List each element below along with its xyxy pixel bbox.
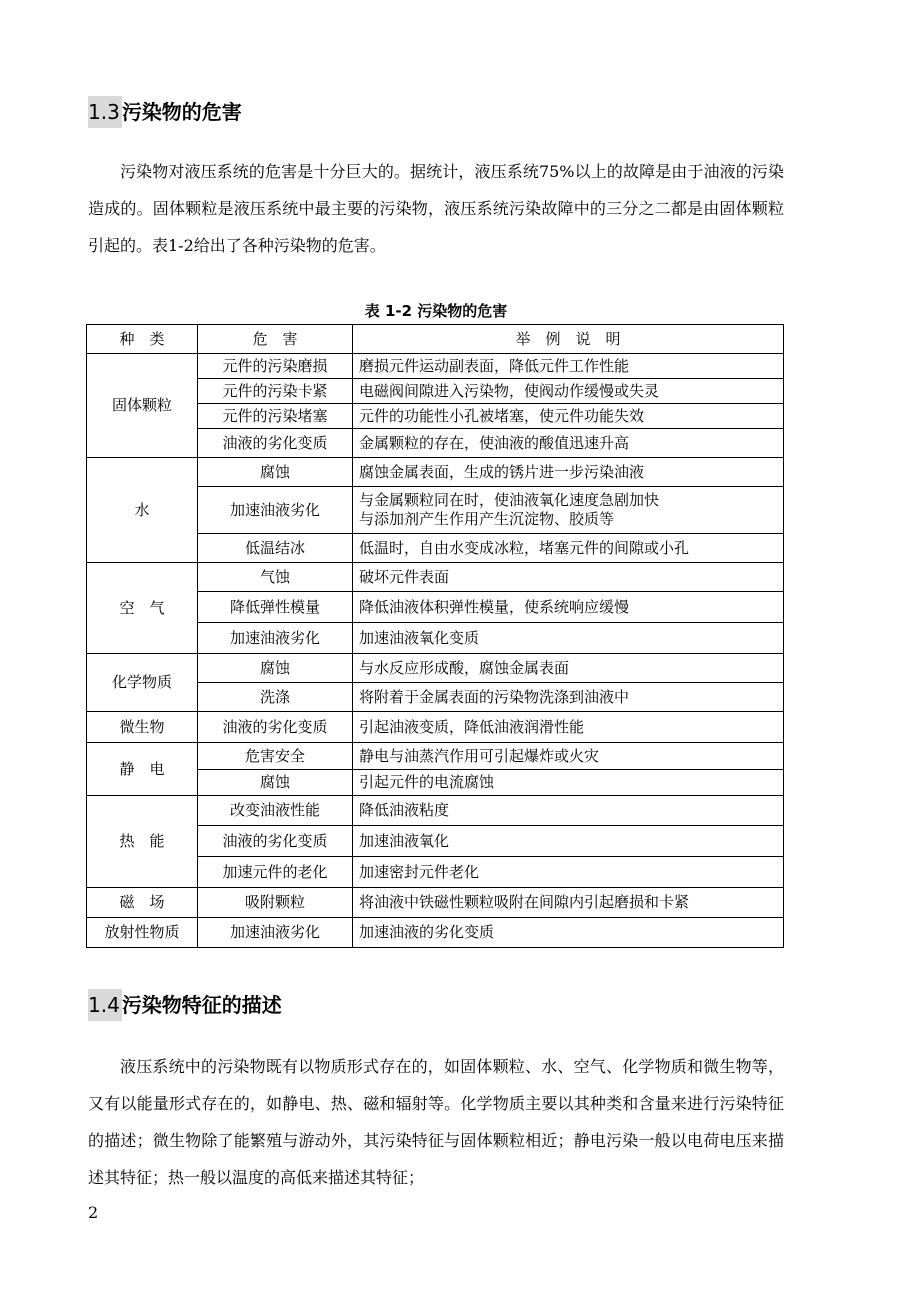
desc-cell: 降低油液粘度: [353, 796, 784, 826]
desc-cell: 磨损元件运动副表面，降低元件工作性能: [353, 354, 784, 379]
table-header-row: [87, 325, 784, 354]
desc-cell: 将附着于金属表面的污染物洗涤到油液中: [353, 683, 784, 712]
harm-cell: 加速油液劣化: [198, 623, 353, 654]
harm-cell: 危害安全: [198, 743, 353, 770]
harm-cell: 气蚀: [198, 563, 353, 592]
harm-cell: 腐蚀: [198, 654, 353, 683]
header-harm: 危 害: [198, 325, 353, 354]
desc-cell: 加速油液氧化变质: [353, 623, 784, 654]
desc-cell: [353, 487, 784, 534]
harm-cell: 油液的劣化变质: [198, 712, 353, 743]
type-cell: 空 气: [87, 563, 198, 654]
desc-cell: 元件的功能性小孔被堵塞，使元件功能失效: [353, 404, 784, 429]
header-desc: 举 例 说 明: [353, 325, 784, 354]
harm-cell: 加速元件的老化: [198, 857, 353, 888]
desc-cell: 电磁阀间隙进入污染物，使阀动作缓慢或失灵: [353, 379, 784, 404]
harm-cell: 吸附颗粒: [198, 888, 353, 918]
harm-cell: 元件的污染卡紧: [198, 379, 353, 404]
harm-cell: 加速油液劣化: [198, 487, 353, 534]
harm-cell: 改变油液性能: [198, 796, 353, 826]
desc-cell: 加速油液的劣化变质: [353, 918, 784, 948]
desc-cell: 静电与油蒸汽作用可引起爆炸或火灾: [353, 743, 784, 770]
desc-cell: 引起元件的电流腐蚀: [353, 770, 784, 796]
table-row: [87, 654, 784, 683]
table-row: [87, 563, 784, 592]
desc-cell: 降低油液体积弹性模量，使系统响应缓慢: [353, 592, 784, 623]
harm-cell: 油液的劣化变质: [198, 826, 353, 857]
harm-cell: 低温结冰: [198, 534, 353, 563]
table-row: [87, 354, 784, 379]
desc-line: 与添加剂产生作用产生沉淀物、胶质等: [359, 510, 615, 528]
harm-cell: 腐蚀: [198, 770, 353, 796]
harm-cell: 元件的污染磨损: [198, 354, 353, 379]
desc-cell: 将油液中铁磁性颗粒吸附在间隙内引起磨损和卡紧: [353, 888, 784, 918]
desc-cell: 金属颗粒的存在，使油液的酸值迅速升高: [353, 429, 784, 458]
desc-cell: 引起油液变质，降低油液润滑性能: [353, 712, 784, 743]
desc-cell: 低温时，自由水变成冰粒，堵塞元件的间隙或小孔: [353, 534, 784, 563]
type-cell: 水: [87, 458, 198, 563]
section-number: 1.3: [88, 96, 122, 128]
table-row: [87, 458, 784, 487]
table-row: [87, 888, 784, 918]
harm-cell: 加速油液劣化: [198, 918, 353, 948]
desc-cell: 加速油液氧化: [353, 826, 784, 857]
desc-cell: 加速密封元件老化: [353, 857, 784, 888]
section-1-4-paragraph: 液压系统中的污染物既有以物质形式存在的，如固体颗粒、水、空气、化学物质和微生物等，又有以能量形式存在的，如静电、热、磁和辐射等。化学物质主要以其种类和含量来进行污染特征的描述；微生物除了能繁殖与游动外，其污染特征与固体颗粒相近；静电污染一般以电荷电压来描述其特征；热一般以温度的高低来描述其特征；: [88, 1057, 784, 1187]
section-heading-1-3: [88, 96, 242, 128]
type-cell: 放射性物质: [87, 918, 198, 948]
desc-cell: 与水反应形成酸，腐蚀金属表面: [353, 654, 784, 683]
section-heading-1-4: [88, 989, 282, 1021]
section-title: 污染物特征的描述: [121, 993, 282, 1017]
header-type: 种 类: [87, 325, 198, 354]
table-row: [87, 712, 784, 743]
type-cell: 化学物质: [87, 654, 198, 712]
desc-cell: 破坏元件表面: [353, 563, 784, 592]
desc-line: 与金属颗粒同在时，使油液氧化速度急剧加快: [359, 491, 660, 509]
harm-cell: 洗涤: [198, 683, 353, 712]
desc-cell: 腐蚀金属表面，生成的锈片进一步污染油液: [353, 458, 784, 487]
section-title: 污染物的危害: [121, 100, 242, 124]
type-cell: 固体颗粒: [87, 354, 198, 458]
table-row: [87, 918, 784, 948]
table-row: [87, 743, 784, 770]
type-cell: 热 能: [87, 796, 198, 888]
type-cell: 微生物: [87, 712, 198, 743]
hazard-table: [86, 324, 784, 948]
page-number: 2: [88, 1203, 99, 1222]
type-cell: 磁 场: [87, 888, 198, 918]
table-row: [87, 796, 784, 826]
type-cell: 静 电: [87, 743, 198, 796]
table-caption: 表 1-2 污染物的危害: [364, 302, 508, 320]
section-1-3-paragraph: 污染物对液压系统的危害是十分巨大的。据统计，液压系统75%以上的故障是由于油液的污染造成的。固体颗粒是液压系统中最主要的污染物，液压系统污染故障中的三分之二都是由固体颗粒引起的。表1-2给出了各种污染物的危害。: [88, 162, 784, 255]
harm-cell: 腐蚀: [198, 458, 353, 487]
harm-cell: 降低弹性模量: [198, 592, 353, 623]
section-number: 1.4: [88, 989, 122, 1021]
harm-cell: 油液的劣化变质: [198, 429, 353, 458]
harm-cell: 元件的污染堵塞: [198, 404, 353, 429]
